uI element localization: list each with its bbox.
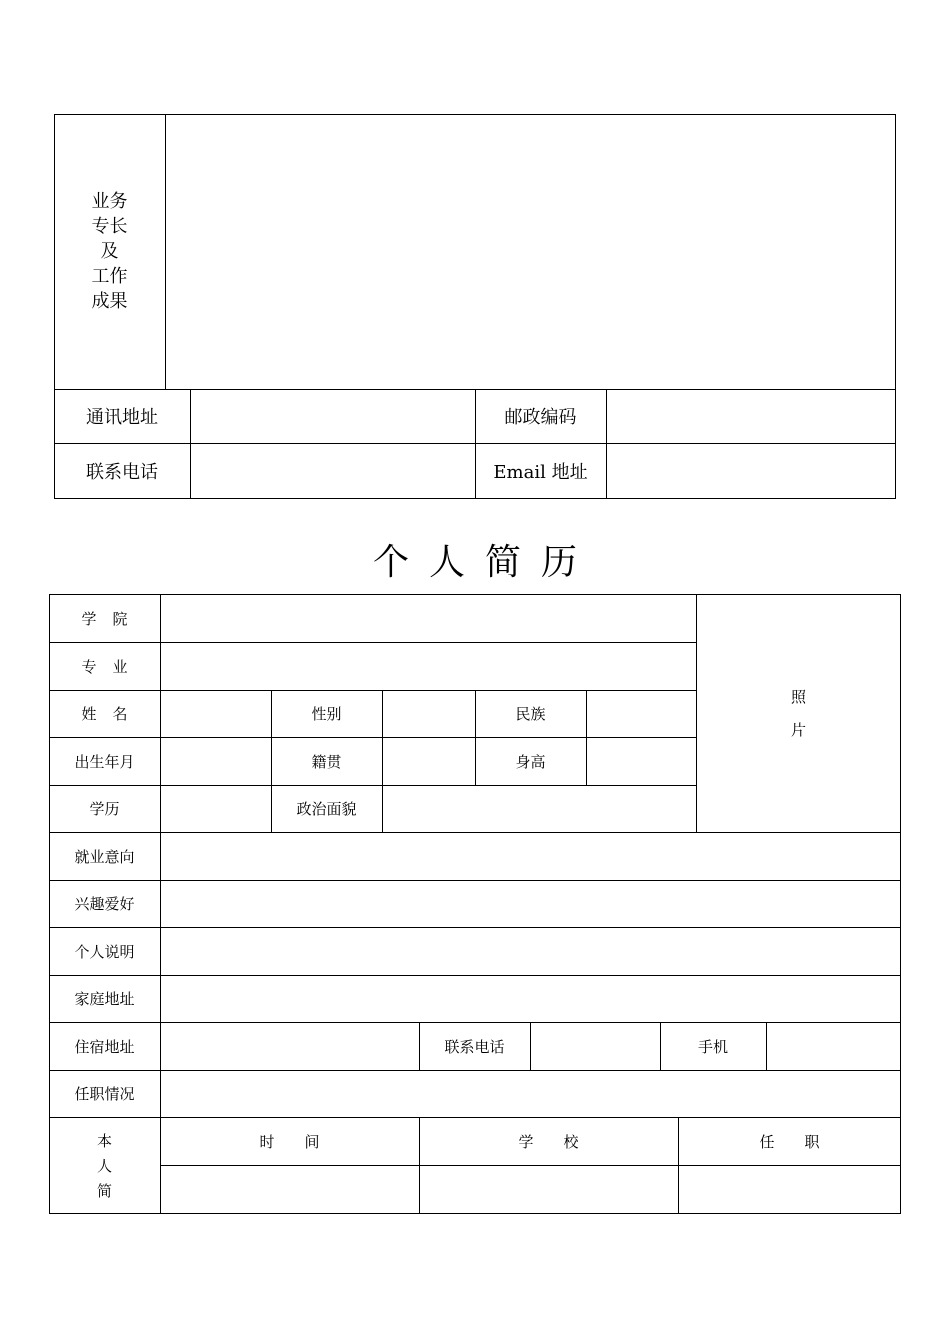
college-field[interactable] — [161, 595, 696, 642]
name-label-char: 姓 — [81, 705, 97, 723]
photo-area[interactable] — [697, 595, 900, 832]
photo-label-line: 照 — [790, 687, 806, 706]
political-label: 政治面貌 — [296, 800, 357, 818]
contact-phone-label: 联系电话 — [444, 1037, 505, 1056]
personal-note-field[interactable] — [161, 928, 900, 975]
education-field[interactable] — [161, 786, 271, 832]
hobbies-field[interactable] — [161, 881, 900, 927]
home-address-label: 家庭地址 — [74, 990, 135, 1008]
expertise-field[interactable] — [166, 115, 895, 388]
positions-field[interactable] — [161, 1071, 900, 1117]
postcode-field[interactable] — [607, 390, 895, 443]
bio-time-field[interactable] — [161, 1166, 419, 1213]
home-address-field[interactable] — [161, 976, 900, 1022]
photo-label-line: 片 — [790, 720, 806, 739]
expertise-label-line: 成果 — [91, 291, 128, 312]
name-label-char: 名 — [112, 705, 128, 723]
name-field[interactable] — [161, 691, 271, 737]
major-label-char: 专 — [81, 657, 97, 676]
expertise-label-line: 及 — [100, 241, 119, 262]
education-label: 学历 — [89, 800, 120, 818]
personal-note-label: 个人说明 — [74, 942, 135, 961]
bio-label-line: 简 — [96, 1182, 112, 1200]
page-title: 个人简历 — [372, 542, 597, 583]
address-field[interactable] — [191, 390, 475, 443]
bio-column-header-position: 任 职 — [759, 1132, 820, 1151]
birth-field[interactable] — [161, 738, 271, 785]
major-field[interactable] — [161, 643, 696, 690]
college-label-char: 学 — [81, 609, 97, 628]
bio-school-field[interactable] — [420, 1166, 678, 1213]
expertise-label-line: 专长 — [91, 216, 128, 237]
ethnicity-field[interactable] — [587, 691, 696, 737]
dorm-address-field[interactable] — [161, 1023, 419, 1070]
dorm-address-label: 住宿地址 — [74, 1037, 135, 1056]
gender-label: 性别 — [311, 705, 342, 723]
major-label — [49, 642, 160, 690]
political-field[interactable] — [383, 786, 696, 832]
postcode-label: 邮政编码 — [504, 407, 577, 428]
expertise-label — [54, 114, 165, 389]
height-field[interactable] — [587, 738, 696, 785]
job-intent-label: 就业意向 — [74, 847, 135, 866]
hobbies-label: 兴趣爱好 — [74, 895, 135, 913]
bio-label-line: 本 — [96, 1132, 112, 1150]
college-label-char: 院 — [112, 609, 128, 628]
phone-label: 联系电话 — [86, 462, 158, 483]
major-label-char: 业 — [112, 657, 128, 676]
positions-label: 任职情况 — [74, 1085, 135, 1103]
native-field[interactable] — [383, 738, 475, 785]
contact-phone-field[interactable] — [531, 1023, 660, 1070]
college-label — [49, 594, 160, 642]
name-label — [49, 690, 160, 737]
ethnicity-label: 民族 — [515, 705, 546, 723]
gender-field[interactable] — [383, 691, 475, 737]
email-field[interactable] — [607, 444, 895, 498]
bio-label — [49, 1117, 160, 1214]
job-intent-field[interactable] — [161, 833, 900, 880]
birth-label: 出生年月 — [74, 752, 135, 771]
bio-label-line: 人 — [96, 1157, 112, 1175]
mobile-label: 手机 — [697, 1037, 728, 1056]
height-label: 身高 — [515, 752, 546, 771]
bio-column-header-school: 学 校 — [518, 1132, 579, 1151]
bio-position-field[interactable] — [679, 1166, 900, 1213]
phone-field[interactable] — [191, 444, 475, 498]
address-label: 通讯地址 — [86, 407, 158, 428]
bio-column-header-time: 时 间 — [259, 1132, 320, 1151]
expertise-label-line: 工作 — [91, 266, 128, 287]
expertise-label-line: 业务 — [91, 191, 128, 212]
mobile-field[interactable] — [767, 1023, 900, 1070]
email-label: Email 地址 — [493, 462, 588, 483]
native-label: 籍贯 — [311, 752, 342, 771]
